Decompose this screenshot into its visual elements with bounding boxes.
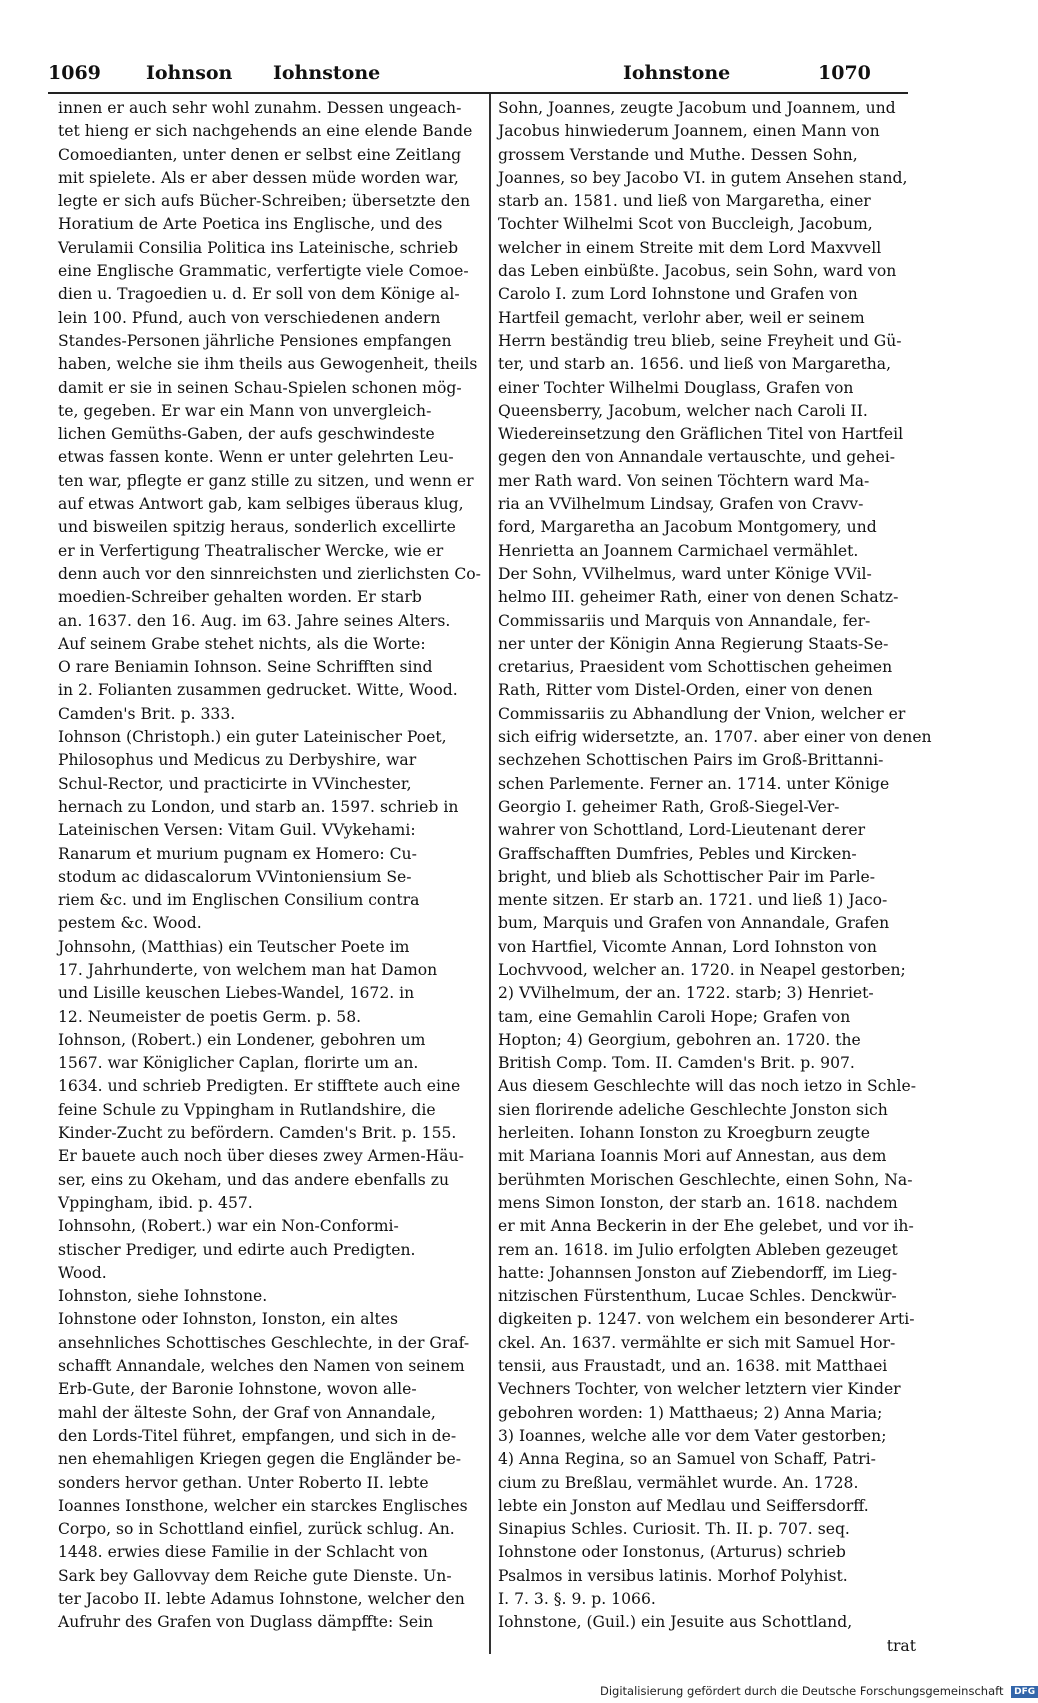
right-page-number: 1070: [818, 62, 871, 84]
right-column-line: Lochvvood, welcher an. 1720. in Neapel gestorben;: [498, 960, 906, 979]
right-column-line: Hartfeil gemacht, verlohr aber, weil er seinem: [498, 308, 865, 327]
left-column-line: dien u. Tragoedien u. d. Er soll von dem Könige al-: [58, 285, 460, 304]
right-column-line: ford, Margaretha an Jacobum Montgomery, und: [498, 518, 877, 537]
right-column-line: tam, eine Gemahlin Caroli Hope; Grafen von: [498, 1007, 851, 1026]
right-column-line: hatte: Johannsen Jonston auf Ziebendorff, im Lieg-: [498, 1263, 898, 1282]
left-column-line: Iohnson, (Robert.) ein Londener, gebohren um: [58, 1030, 426, 1049]
footer-credit: [600, 1684, 1036, 1700]
right-column-line: Psalmos in versibus latinis. Morhof Polyhist.: [498, 1566, 848, 1585]
right-column-line: Commissariis und Marquis von Annandale, fer-: [498, 611, 871, 630]
left-column-line: te, gegeben. Er war ein Mann von unvergleich-: [58, 401, 432, 420]
left-column-line: ansehnliches Schottisches Geschlechte, in der Graf-: [58, 1333, 470, 1352]
right-column-line: Tochter Wilhelmi Scot von Buccleigh, Jacobum,: [498, 215, 873, 234]
left-column-line: damit er sie in seinen Schau-Spielen schonen mög-: [58, 378, 462, 397]
right-column-line: Georgio I. geheimer Rath, Groß-Siegel-Ver-: [498, 797, 840, 816]
right-column-line: rem an. 1618. im Julio erfolgten Ableben gezeuget: [498, 1240, 898, 1259]
right-column-line: sien florirende adeliche Geschlechte Jonston sich: [498, 1100, 888, 1119]
left-column: [58, 97, 481, 1635]
right-column-line: gegen den von Annandale vertauschte, und gehei-: [498, 448, 896, 467]
right-column-line: Hopton; 4) Georgium, gebohren an. 1720. the: [498, 1030, 861, 1049]
column-divider: [489, 94, 491, 1654]
right-column-line: welcher in einem Streite mit dem Lord Maxvvell: [498, 238, 882, 257]
left-column-line: Schul-Rector, und practicirte in VVinchester,: [58, 774, 412, 793]
right-column-line: Jacobus hinwiederum Joannem, einen Mann von: [498, 122, 880, 141]
right-column-line: 4) Anna Regina, so an Samuel von Schaff, Patri-: [498, 1450, 876, 1469]
running-header: [48, 62, 908, 92]
right-column-line: gebohren worden: 1) Matthaeus; 2) Anna Maria;: [498, 1403, 883, 1422]
right-column-line: ter, und starb an. 1656. und ließ von Margaretha,: [498, 355, 892, 374]
left-column-line: ter Jacobo II. lebte Adamus Iohnstone, welcher den: [58, 1590, 465, 1608]
right-column-line: Rath, Ritter vom Distel-Orden, einer von denen: [498, 681, 873, 700]
left-column-line: Corpo, so in Schottland einfiel, zurück schlug. An.: [58, 1520, 455, 1539]
right-column-line: Iohnstone, (Guil.) ein Jesuite aus Schottland,: [498, 1613, 853, 1632]
right-column-line: ckel. An. 1637. vermählte er sich mit Samuel Hor-: [498, 1333, 896, 1352]
left-column-line: 1567. war Königlicher Caplan, florirte um an.: [58, 1054, 419, 1073]
left-column-line: haben, welche sie ihm theils aus Gewogenheit, theils: [58, 355, 478, 374]
left-column-line: und Lisille keuschen Liebes-Wandel, 1672. in: [58, 984, 415, 1003]
right-column-line: Commissariis zu Abhandlung der Vnion, welcher er: [498, 704, 906, 723]
left-column-line: schafft Annandale, welches den Namen von seinem: [58, 1357, 465, 1376]
right-column-line: lebte ein Jonston auf Medlau und Seiffersdorff.: [498, 1496, 869, 1515]
left-column-line: pestem &c. Wood.: [58, 914, 202, 933]
right-column-line: Aus diesem Geschlechte will das noch ietzo in Schle-: [498, 1077, 916, 1096]
left-column-line: Verulamii Consilia Politica ins Lateinische, schrieb: [58, 238, 459, 257]
left-column-line: in 2. Folianten zusammen gedrucket. Witte, Wood.: [58, 681, 458, 700]
right-column-line: herleiten. Iohann Ionston zu Kroegburn zeugte: [498, 1124, 870, 1143]
left-column-line: 1634. und schrieb Predigten. Er stifftete auch eine: [58, 1077, 461, 1096]
left-keyword-2: Iohnstone: [273, 62, 381, 84]
left-column-line: riem &c. und im Englischen Consilium contra: [58, 891, 420, 910]
right-column-line: digkeiten p. 1247. von welchem ein besonderer Arti-: [498, 1310, 915, 1329]
left-column-line: Aufruhr des Grafen von Duglass dämpffte: Sein: [58, 1613, 434, 1632]
right-column-line: Graffschafften Dumfries, Pebles und Kircken-: [498, 844, 857, 863]
right-column-line: Joannes, so bey Jacobo VI. in gutem Ansehen stand,: [498, 168, 908, 187]
right-column-line: sich eifrig widersetzte, an. 1707. aber einer von denen: [498, 728, 932, 747]
right-column-line: mit Mariana Ioannis Mori auf Annestan, aus dem: [498, 1147, 887, 1166]
left-column-line: Vppingham, ibid. p. 457.: [58, 1193, 253, 1212]
right-column: [498, 97, 932, 1658]
left-column-line: Standes-Personen jährliche Pensiones empfangen: [58, 331, 452, 350]
left-column-line: Philosophus und Medicus zu Derbyshire, war: [58, 751, 417, 770]
left-column-line: Ranarum et murium pugnam ex Homero: Cu-: [58, 844, 417, 863]
left-column-line: mahl der älteste Sohn, der Graf von Annandale,: [58, 1403, 436, 1422]
left-column-line: legte er sich aufs Bücher-Schreiben; übersetzte den: [58, 192, 471, 211]
footer-text: Digitalisierung gefördert durch die Deutsche Forschungsgemeinschaft: [600, 1684, 1004, 1698]
right-column-line: Iohnstone oder Ionstonus, (Arturus) schrieb: [498, 1543, 846, 1562]
right-column-line: mer Rath ward. Von seinen Töchtern ward Ma-: [498, 471, 870, 490]
right-column-line: berühmten Morischen Geschlechte, einen Sohn, Na-: [498, 1170, 913, 1189]
left-column-line: Sark bey Gallovvay dem Reiche gute Dienste. Un-: [58, 1566, 452, 1585]
left-column-line: Lateinischen Versen: Vitam Guil. VVykehami:: [58, 821, 416, 840]
right-column-line: 2) VVilhelmum, der an. 1722. starb; 3) Henriet-: [498, 984, 874, 1003]
right-column-line: Henrietta an Joannem Carmichael vermählet.: [498, 541, 859, 560]
left-column-line: Ioannes Ionsthone, welcher ein starckes Englisches: [58, 1496, 468, 1515]
right-column-line: British Comp. Tom. II. Camden's Brit. p. 907.: [498, 1054, 855, 1073]
left-column-line: moedien-Schreiber gehalten worden. Er starb: [58, 588, 422, 607]
right-column-line: er mit Anna Beckerin in der Ehe gelebet, und vor ih-: [498, 1217, 914, 1236]
right-column-line: das Leben einbüßte. Jacobus, sein Sohn, ward von: [498, 262, 897, 281]
left-column-line: Horatium de Arte Poetica ins Englische, und des: [58, 215, 443, 234]
right-column-line: sechzehen Schottischen Pairs im Groß-Brittanni-: [498, 751, 884, 770]
left-column-line: stischer Prediger, und edirte auch Predigten.: [58, 1240, 416, 1259]
left-column-line: auf etwas Antwort gab, kam selbiges überaus klug,: [58, 495, 464, 514]
right-column-line: mente sitzen. Er starb an. 1721. und ließ 1) Jaco-: [498, 891, 888, 910]
left-column-line: Auf seinem Grabe stehet nichts, als die Worte:: [58, 634, 426, 653]
left-column-line: O rare Beniamin Iohnson. Seine Schrifften sind: [58, 658, 433, 677]
right-column-line: starb an. 1581. und ließ von Margaretha, einer: [498, 192, 871, 211]
left-column-line: etwas fassen konte. Wenn er unter gelehrten Leu-: [58, 448, 454, 467]
right-column-line: bum, Marquis und Grafen von Annandale, Grafen: [498, 914, 890, 933]
left-column-line: er in Verfertigung Theatralischer Wercke, wie er: [58, 541, 444, 560]
right-column-line: cretarius, Praesident vom Schottischen geheimen: [498, 658, 893, 677]
left-column-line: eine Englische Grammatic, verfertigte viele Comoe-: [58, 262, 469, 281]
left-column-line: lein 100. Pfund, auch von verschiedenen andern: [58, 308, 441, 327]
header-rule: [48, 92, 908, 94]
left-page-number: 1069: [48, 62, 101, 84]
right-column-line: bright, und blieb als Schottischer Pair im Parle-: [498, 867, 876, 886]
right-column-line: ria an VVilhelmum Lindsay, Grafen von Cravv-: [498, 495, 864, 514]
left-column-line: stodum ac didascalorum VVintoniensium Se-: [58, 867, 412, 886]
left-column-line: an. 1637. den 16. Aug. im 63. Jahre seines Alters.: [58, 611, 451, 630]
right-column-line: cium zu Breßlau, vermählet wurde. An. 1728.: [498, 1473, 859, 1492]
right-column-line: einer Tochter Wilhelmi Douglass, Grafen von: [498, 378, 854, 397]
right-column-line: I. 7. 3. §. 9. p. 1066.: [498, 1590, 656, 1608]
right-column-line: nitzischen Fürstenthum, Lucae Schles. Denckwür-: [498, 1287, 897, 1306]
right-column-line: trat: [886, 1636, 916, 1655]
left-column-line: Iohnston, siehe Iohnstone.: [58, 1287, 268, 1306]
left-column-line: 1448. erwies diese Familie in der Schlacht von: [58, 1543, 428, 1562]
right-column-line: helmo III. geheimer Rath, einer von denen Schatz-: [498, 588, 899, 607]
left-column-line: ser, eins zu Okeham, und das andere ebenfalls zu: [58, 1170, 450, 1189]
right-column-line: Wiedereinsetzung den Gräflichen Titel von Hartfeil: [498, 425, 904, 444]
left-column-line: ten war, pflegte er ganz stille zu sitzen, und wenn er: [58, 471, 474, 490]
left-column-line: lichen Gemüths-Gaben, der aufs geschwindeste: [58, 425, 435, 444]
left-column-line: sonders hervor gethan. Unter Roberto II. lebte: [58, 1473, 429, 1492]
right-column-line: Carolo I. zum Lord Iohnstone und Grafen von: [498, 285, 858, 304]
right-column-line: Herrn beständig treu blieb, seine Freyheit und Gü-: [498, 331, 902, 350]
left-column-line: denn auch vor den sinnreichsten und zierlichsten Co-: [58, 564, 481, 583]
right-column-line: wahrer von Schottland, Lord-Lieutenant derer: [498, 821, 866, 840]
left-column-line: Iohnstone oder Iohnston, Ionston, ein altes: [58, 1310, 398, 1329]
right-column-line: schen Parlemente. Ferner an. 1714. unter Könige: [498, 774, 890, 793]
left-column-line: tet hieng er sich nachgehends an eine elende Bande: [58, 122, 473, 141]
right-column-line: Vechners Tochter, von welcher letztern vier Kinder: [498, 1380, 901, 1399]
left-column-line: feine Schule zu Vppingham in Rutlandshire, die: [58, 1100, 436, 1119]
right-column-line: von Hartfiel, Vicomte Annan, Lord Iohnston von: [498, 937, 877, 956]
left-column-line: Wood.: [58, 1263, 107, 1282]
left-column-line: den Lords-Titel führet, empfangen, und sich in de-: [58, 1426, 457, 1445]
right-column-line: Der Sohn, VVilhelmus, ward unter Könige VVil-: [498, 564, 872, 583]
left-column-line: Er bauete auch noch über dieses zwey Armen-Häu-: [58, 1147, 464, 1166]
right-column-line: 3) Ioannes, welche alle vor dem Vater gestorben;: [498, 1426, 887, 1445]
right-column-line: Queensberry, Jacobum, welcher nach Caroli II.: [498, 401, 868, 420]
left-column-line: Erb-Gute, der Baronie Iohnstone, wovon alle-: [58, 1380, 417, 1399]
right-column-line: tensii, aus Fraustadt, und an. 1638. mit Matthaei: [498, 1357, 888, 1376]
dfg-logo: DFG: [1011, 1686, 1038, 1698]
left-column-line: Johnsohn, (Matthias) ein Teutscher Poete im: [58, 937, 410, 956]
left-column-line: Iohnson (Christoph.) ein guter Lateinischer Poet,: [58, 728, 447, 747]
left-column-line: 17. Jahrhunderte, von welchem man hat Damon: [58, 960, 438, 979]
left-column-line: Kinder-Zucht zu befördern. Camden's Brit. p. 155.: [58, 1124, 457, 1143]
left-column-line: Camden's Brit. p. 333.: [58, 704, 236, 723]
right-column-line: grossem Verstande und Muthe. Dessen Sohn,: [498, 145, 858, 164]
right-column-line: ner unter der Königin Anna Regierung Staats-Se-: [498, 634, 889, 653]
left-column-line: innen er auch sehr wohl zunahm. Dessen ungeach-: [58, 99, 462, 117]
right-keyword: Iohnstone: [623, 62, 731, 84]
left-column-line: 12. Neumeister de poetis Germ. p. 58.: [58, 1007, 362, 1026]
left-column-line: hernach zu London, und starb an. 1597. schrieb in: [58, 797, 459, 816]
left-column-line: Comoedianten, unter denen er selbst eine Zeitlang: [58, 145, 462, 164]
left-column-line: mit spielete. Als er aber dessen müde worden war,: [58, 168, 459, 187]
right-column-line: mens Simon Ionston, der starb an. 1618. nachdem: [498, 1193, 898, 1212]
left-column-line: und bisweilen spitzig heraus, sonderlich excellirte: [58, 518, 456, 537]
left-column-line: nen ehemahligen Kriegen gegen die Engländer be-: [58, 1450, 462, 1469]
left-column-line: Iohnsohn, (Robert.) war ein Non-Conformi-: [58, 1217, 399, 1236]
right-column-line: Sinapius Schles. Curiosit. Th. II. p. 707. seq.: [498, 1520, 850, 1539]
left-keyword-1: Iohnson: [146, 62, 233, 84]
right-column-line: Sohn, Joannes, zeugte Jacobum und Joannem, und: [498, 99, 896, 117]
